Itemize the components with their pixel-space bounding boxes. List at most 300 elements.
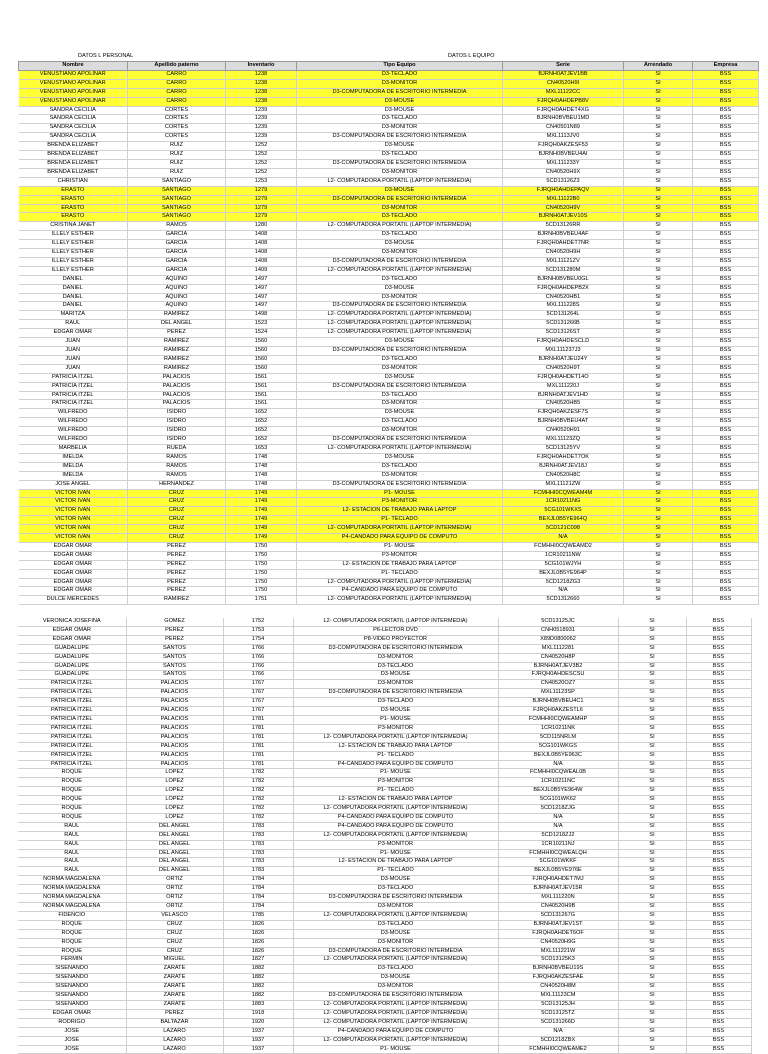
cell-tipo-equipo: D3-MOUSE (297, 284, 503, 293)
table-row (19, 542, 759, 551)
cell-inventario: 1409 (226, 266, 297, 275)
cell-serie: 5CD13125TZ (498, 1009, 618, 1018)
cell-serie: 5CD1312660 (503, 596, 624, 605)
cell-inventario: 1766 (223, 644, 293, 653)
cell-serie: 5CD121C098 (503, 525, 624, 534)
cell-apellido: CARRO (128, 97, 226, 106)
cell-serie: MXL111233Y (503, 159, 624, 168)
cell-inventario: 1783 (223, 867, 293, 876)
cell-tipo-equipo: L2- COMPUTADORA PORTATIL (LAPTOP INTERMEDIA) (293, 1018, 498, 1027)
cell-nombre: DANIEL (19, 275, 128, 284)
cell-serie: FCMHHI0CQWEAMHP (498, 715, 618, 724)
cell-nombre: DANIEL (19, 284, 128, 293)
cell-arrendado: SI (624, 596, 693, 605)
cell-serie: MXL111220J (503, 382, 624, 391)
table-row (19, 106, 759, 115)
cell-inventario: 1238 (226, 79, 297, 88)
cell-arrendado: SI (624, 249, 693, 258)
cell-inventario: 1408 (226, 240, 297, 249)
cell-arrendado: SI (618, 626, 686, 635)
cell-tipo-equipo: D3-TECLADO (293, 698, 498, 707)
cell-empresa: BSS (686, 715, 751, 724)
cell-serie: CN40520OZ7 (498, 680, 618, 689)
table-row (19, 489, 759, 498)
cell-serie: MXL1113JV0 (503, 133, 624, 142)
cell-empresa: BSS (686, 1036, 751, 1045)
cell-empresa: BSS (693, 436, 759, 445)
cell-arrendado: SI (618, 778, 686, 787)
cell-tipo-equipo: D3-TECLADO (297, 151, 503, 160)
table-row (18, 929, 751, 938)
table-row (18, 974, 751, 983)
cell-tipo-equipo: P4-CANDADO PARA EQUIPO DE COMPUTO (293, 1027, 498, 1036)
cell-empresa: BSS (693, 364, 759, 373)
cell-tipo-equipo: D3-TECLADO (293, 885, 498, 894)
cell-tipo-equipo: D3-COMPUTADORA DE ESCRITORIO INTERMEDIA (293, 992, 498, 1001)
cell-serie: 5CD131266B (503, 320, 624, 329)
cell-apellido: RAMOS (128, 462, 226, 471)
cell-nombre: SANDRA CECILIA (19, 133, 128, 142)
cell-serie: CN40520H9B (498, 903, 618, 912)
cell-empresa: BSS (693, 444, 759, 453)
cell-inventario: 1239 (226, 133, 297, 142)
cell-apellido: ZARATE (126, 992, 223, 1001)
table-row (19, 596, 759, 605)
cell-empresa: BSS (686, 626, 751, 635)
cell-serie: CN40520H9G (498, 938, 618, 947)
table-row (19, 88, 759, 97)
cell-inventario: 1749 (226, 498, 297, 507)
cell-apellido: ORTIZ (126, 876, 223, 885)
cell-nombre: EDGAR OMAR (19, 329, 128, 338)
cell-apellido: RAMIREZ (128, 596, 226, 605)
cell-apellido: CARRO (128, 79, 226, 88)
table-row (19, 355, 759, 364)
cell-tipo-equipo: D3-TECLADO (297, 213, 503, 222)
cell-apellido: CRUZ (126, 947, 223, 956)
cell-nombre: WILFREDO (19, 427, 128, 436)
cell-apellido: CORTES (128, 124, 226, 133)
cell-tipo-equipo: D3-TECLADO (293, 662, 498, 671)
inventory-sheet-top (18, 52, 751, 605)
cell-serie: CN40520H9V (503, 204, 624, 213)
table-row (18, 653, 751, 662)
cell-nombre: BRENDA ELIZABET (19, 151, 128, 160)
cell-tipo-equipo: P3-MONITOR (293, 724, 498, 733)
cell-arrendado: SI (618, 831, 686, 840)
table-row (18, 760, 751, 769)
cell-inventario: 1767 (223, 707, 293, 716)
cell-arrendado: SI (624, 222, 693, 231)
cell-apellido: PALACIOS (126, 724, 223, 733)
cell-nombre: VENUSTIANO APOLINAR (19, 97, 128, 106)
cell-tipo-equipo: D3-MOUSE (297, 142, 503, 151)
table-body (19, 70, 759, 604)
cell-inventario: 1497 (226, 275, 297, 284)
cell-empresa: BSS (686, 992, 751, 1001)
cell-inventario: 1883 (223, 1000, 293, 1009)
cell-tipo-equipo: P1- MOUSE (297, 489, 503, 498)
cell-nombre: ERASTO (19, 204, 128, 213)
cell-nombre: SANDRA CECILIA (19, 124, 128, 133)
cell-nombre: ROQUE (18, 938, 126, 947)
cell-arrendado: SI (624, 79, 693, 88)
cell-empresa: BSS (686, 742, 751, 751)
cell-arrendado: SI (624, 320, 693, 329)
cell-tipo-equipo: D3-MOUSE (297, 373, 503, 382)
cell-inventario: 1754 (223, 635, 293, 644)
cell-empresa: BSS (686, 680, 751, 689)
cell-tipo-equipo: L2- ESTACION DE TRABAJO PARA LAPTOP (297, 507, 503, 516)
cell-nombre: EDGAR OMAR (19, 551, 128, 560)
cell-serie: BJRNH0BVBEU4AT (503, 418, 624, 427)
cell-inventario: 1652 (226, 409, 297, 418)
cell-apellido: LAZARO (126, 1036, 223, 1045)
cell-serie: FCMHHI0CQWEAL0B (498, 769, 618, 778)
cell-nombre: PATRICIA ITZEL (18, 680, 126, 689)
cell-nombre: VICTOR IVAN (19, 525, 128, 534)
cell-nombre: ROQUE (18, 920, 126, 929)
table-row (19, 302, 759, 311)
table-row (19, 320, 759, 329)
cell-arrendado: SI (624, 204, 693, 213)
cell-serie: BEXJL0B5YE963C (498, 751, 618, 760)
cell-empresa: BSS (693, 257, 759, 266)
cell-serie: 5CD13126ST (503, 329, 624, 338)
cell-nombre: NORMA MAGDALENA (18, 894, 126, 903)
cell-tipo-equipo: L2- COMPUTADORA PORTATIL (LAPTOP INTERMEDIA) (297, 311, 503, 320)
table-row (19, 338, 759, 347)
table-row (18, 724, 751, 733)
cell-arrendado: SI (624, 471, 693, 480)
cell-apellido: SANTIAGO (128, 204, 226, 213)
cell-serie: MXL111237J3 (503, 347, 624, 356)
cell-arrendado: SI (618, 992, 686, 1001)
cell-nombre: VENUSTIANO APOLINAR (19, 70, 128, 79)
table-row (18, 769, 751, 778)
cell-nombre: JOSE ANGEL (19, 480, 128, 489)
header-nombre: Nombre (19, 62, 128, 71)
cell-inventario: 1918 (223, 1009, 293, 1018)
cell-inventario: 1882 (223, 974, 293, 983)
table-row (19, 195, 759, 204)
table-row (19, 569, 759, 578)
cell-empresa: BSS (686, 903, 751, 912)
cell-nombre: ROQUE (18, 787, 126, 796)
cell-nombre: WILFREDO (19, 418, 128, 427)
cell-arrendado: SI (624, 151, 693, 160)
cell-inventario: 1767 (223, 689, 293, 698)
cell-arrendado: SI (624, 534, 693, 543)
cell-inventario: 1750 (226, 551, 297, 560)
cell-tipo-equipo: D3-MOUSE (293, 929, 498, 938)
cell-inventario: 1751 (226, 596, 297, 605)
cell-serie: CN40501N89 (503, 124, 624, 133)
cell-nombre: NORMA MAGDALENA (18, 903, 126, 912)
table-row (18, 733, 751, 742)
cell-empresa: BSS (693, 382, 759, 391)
cell-nombre: EDGAR OMAR (19, 542, 128, 551)
cell-nombre: ROQUE (18, 769, 126, 778)
table-row (19, 213, 759, 222)
cell-empresa: BSS (693, 596, 759, 605)
cell-nombre: ERASTO (19, 213, 128, 222)
cell-nombre: BRENDA ELIZABET (19, 159, 128, 168)
cell-tipo-equipo: L2- COMPUTADORA PORTATIL (LAPTOP INTERMEDIA) (297, 578, 503, 587)
cell-serie: FCMHHI0CQWEALQH (498, 849, 618, 858)
cell-tipo-equipo: D3-TECLADO (297, 115, 503, 124)
cell-serie: BJRNH0ATJEV1BB (503, 70, 624, 79)
table-row (19, 257, 759, 266)
cell-empresa: BSS (693, 133, 759, 142)
cell-empresa: BSS (686, 698, 751, 707)
cell-arrendado: SI (618, 813, 686, 822)
cell-arrendado: SI (624, 231, 693, 240)
cell-inventario: 1408 (226, 231, 297, 240)
cell-empresa: BSS (693, 551, 759, 560)
cell-tipo-equipo: D3-TECLADO (297, 275, 503, 284)
table-row (18, 840, 751, 849)
table-row (19, 249, 759, 258)
cell-tipo-equipo: P3-MONITOR (297, 498, 503, 507)
cell-empresa: BSS (693, 338, 759, 347)
cell-nombre: IMELDA (19, 471, 128, 480)
cell-nombre: SANDRA CECILIA (19, 106, 128, 115)
cell-empresa: BSS (686, 885, 751, 894)
cell-apellido: RAMIREZ (128, 347, 226, 356)
cell-nombre: BRENDA ELIZABET (19, 142, 128, 151)
cell-nombre: PATRICIA ITZEL (19, 382, 128, 391)
cell-apellido: DEL ANGEL (126, 822, 223, 831)
cell-serie: CN40520H9I (503, 79, 624, 88)
cell-nombre: RODRIGO (18, 1018, 126, 1027)
cell-arrendado: SI (624, 551, 693, 560)
cell-apellido: PALACIOS (128, 400, 226, 409)
cell-apellido: GARCIA (128, 266, 226, 275)
cell-arrendado: SI (624, 115, 693, 124)
cell-arrendado: SI (618, 1045, 686, 1054)
cell-empresa: BSS (686, 1000, 751, 1009)
cell-apellido: AQUINO (128, 293, 226, 302)
cell-empresa: BSS (693, 88, 759, 97)
cell-empresa: BSS (693, 186, 759, 195)
cell-nombre: DULCE MERCEDES (19, 596, 128, 605)
cell-nombre: JUAN (19, 364, 128, 373)
cell-arrendado: SI (624, 311, 693, 320)
cell-empresa: BSS (686, 956, 751, 965)
cell-nombre: JOSE (18, 1036, 126, 1045)
cell-serie: FJRQH0AHDET7NR (503, 240, 624, 249)
cell-empresa: BSS (693, 79, 759, 88)
cell-arrendado: SI (624, 516, 693, 525)
cell-arrendado: SI (618, 1009, 686, 1018)
table-row (19, 159, 759, 168)
cell-arrendado: SI (624, 284, 693, 293)
cell-apellido: PALACIOS (126, 742, 223, 751)
cell-nombre: ROQUE (18, 778, 126, 787)
table-row (18, 813, 751, 822)
cell-tipo-equipo: D3-COMPUTADORA DE ESCRITORIO INTERMEDIA (293, 644, 498, 653)
cell-arrendado: SI (624, 382, 693, 391)
table-row (18, 992, 751, 1001)
cell-arrendado: SI (618, 1018, 686, 1027)
table-row (19, 418, 759, 427)
cell-apellido: CRUZ (128, 534, 226, 543)
cell-tipo-equipo: P1- MOUSE (293, 1045, 498, 1054)
cell-apellido: CRUZ (128, 498, 226, 507)
cell-nombre: ERASTO (19, 195, 128, 204)
cell-serie: FJRQH0AKZESTL6 (498, 707, 618, 716)
table-row (19, 266, 759, 275)
cell-tipo-equipo: P3-MONITOR (293, 840, 498, 849)
cell-apellido: RAMIREZ (128, 355, 226, 364)
cell-empresa: BSS (693, 471, 759, 480)
cell-empresa: BSS (686, 849, 751, 858)
cell-empresa: BSS (686, 787, 751, 796)
cell-serie: BJRNH0BVBEU4AI (503, 151, 624, 160)
cell-serie: MXL111221W (498, 947, 618, 956)
cell-nombre: RAUL (18, 822, 126, 831)
cell-empresa: BSS (686, 689, 751, 698)
cell-arrendado: SI (624, 498, 693, 507)
cell-apellido: PALACIOS (126, 715, 223, 724)
cell-empresa: BSS (693, 498, 759, 507)
cell-apellido: CRUZ (126, 938, 223, 947)
cell-inventario: 1279 (226, 195, 297, 204)
cell-inventario: 1253 (226, 177, 297, 186)
cell-arrendado: SI (624, 257, 693, 266)
table-row (19, 391, 759, 400)
cell-apellido: DEL ANGEL (126, 867, 223, 876)
table-row (18, 689, 751, 698)
cell-inventario: 1252 (226, 168, 297, 177)
cell-nombre: WILFREDO (19, 436, 128, 445)
cell-serie: MXL111220N (498, 894, 618, 903)
cell-nombre: VICTOR IVAN (19, 489, 128, 498)
cell-tipo-equipo: D3-MOUSE (297, 453, 503, 462)
cell-arrendado: SI (618, 653, 686, 662)
cell-apellido: PALACIOS (128, 382, 226, 391)
cell-tipo-equipo: L2- COMPUTADORA PORTATIL (LAPTOP INTERMEDIA) (293, 1009, 498, 1018)
cell-empresa: BSS (693, 489, 759, 498)
cell-inventario: 1252 (226, 151, 297, 160)
cell-inventario: 1781 (223, 724, 293, 733)
cell-tipo-equipo: L2- ESTACION DE TRABAJO PARA LAPTOP (297, 560, 503, 569)
cell-empresa: BSS (693, 115, 759, 124)
cell-arrendado: SI (618, 671, 686, 680)
cell-empresa: BSS (686, 822, 751, 831)
cell-inventario: 1561 (226, 400, 297, 409)
cell-arrendado: SI (624, 266, 693, 275)
inventory-table-top (18, 61, 759, 605)
cell-tipo-equipo: P1- TECLADO (293, 867, 498, 876)
cell-tipo-equipo: D3-MOUSE (297, 409, 503, 418)
cell-apellido: CARRO (128, 70, 226, 79)
cell-empresa: BSS (686, 769, 751, 778)
cell-empresa: BSS (686, 644, 751, 653)
cell-nombre: JUAN (19, 347, 128, 356)
cell-empresa: BSS (693, 427, 759, 436)
cell-arrendado: SI (618, 840, 686, 849)
cell-serie: 1CR10211NJ (498, 840, 618, 849)
cell-tipo-equipo: D3-COMPUTADORA DE ESCRITORIO INTERMEDIA (297, 347, 503, 356)
cell-arrendado: SI (624, 489, 693, 498)
cell-empresa: BSS (686, 796, 751, 805)
header-serie: Serie (503, 62, 624, 71)
cell-empresa: BSS (686, 813, 751, 822)
cell-nombre: GUADALUPE (18, 644, 126, 653)
table-row (18, 715, 751, 724)
cell-tipo-equipo: D3-COMPUTADORA DE ESCRITORIO INTERMEDIA (293, 689, 498, 698)
cell-nombre: EDGAR OMAR (18, 635, 126, 644)
cell-empresa: BSS (693, 560, 759, 569)
cell-nombre: SISENANDO (18, 1000, 126, 1009)
cell-tipo-equipo: L2- COMPUTADORA PORTATIL (LAPTOP INTERMEDIA) (297, 444, 503, 453)
cell-apellido: ISIDRO (128, 427, 226, 436)
cell-arrendado: SI (618, 974, 686, 983)
cell-serie: CN40520H91 (503, 427, 624, 436)
cell-tipo-equipo: D3-MONITOR (297, 124, 503, 133)
table-row (19, 480, 759, 489)
cell-inventario: 1783 (223, 840, 293, 849)
cell-empresa: BSS (686, 894, 751, 903)
cell-nombre: CHRISTIAN (19, 177, 128, 186)
cell-apellido: CRUZ (128, 489, 226, 498)
cell-nombre: SISENANDO (18, 983, 126, 992)
cell-serie: BJRNH0BVBEU19S (498, 965, 618, 974)
cell-nombre: PATRICIA ITZEL (18, 707, 126, 716)
cell-apellido: GARCIA (128, 249, 226, 258)
cell-empresa: BSS (686, 724, 751, 733)
cell-apellido: GARCIA (128, 231, 226, 240)
table-row (18, 956, 751, 965)
cell-empresa: BSS (693, 311, 759, 320)
cell-apellido: RUEDA (128, 444, 226, 453)
table-row (19, 311, 759, 320)
cell-apellido: BALTAZAR (126, 1018, 223, 1027)
cell-apellido: PEREZ (126, 635, 223, 644)
cell-apellido: SANTIAGO (128, 177, 226, 186)
cell-inventario: 1561 (226, 373, 297, 382)
cell-inventario: 1750 (226, 542, 297, 551)
cell-inventario: 1280 (226, 222, 297, 231)
cell-arrendado: SI (618, 733, 686, 742)
cell-tipo-equipo: L2- COMPUTADORA PORTATIL (LAPTOP INTERMEDIA) (297, 596, 503, 605)
table-row (18, 1018, 751, 1027)
cell-nombre: ROQUE (18, 929, 126, 938)
cell-empresa: BSS (686, 965, 751, 974)
cell-tipo-equipo: L2- COMPUTADORA PORTATIL (LAPTOP INTERMEDIA) (293, 618, 498, 626)
cell-inventario: 1748 (226, 453, 297, 462)
table-row (18, 671, 751, 680)
cell-serie: FJRQH0AHDET6OF (498, 929, 618, 938)
table-row (19, 329, 759, 338)
cell-apellido: PALACIOS (128, 391, 226, 400)
cell-empresa: BSS (693, 462, 759, 471)
cell-serie: CN40520H8M (498, 983, 618, 992)
table-row (18, 911, 751, 920)
table-row (19, 551, 759, 560)
cell-empresa: BSS (686, 840, 751, 849)
cell-empresa: BSS (686, 858, 751, 867)
cell-serie: BJRNH0ATJEV1ST (498, 920, 618, 929)
cell-arrendado: SI (624, 436, 693, 445)
cell-arrendado: SI (624, 427, 693, 436)
cell-tipo-equipo: P1- MOUSE (293, 715, 498, 724)
cell-nombre: EDGAR OMAR (18, 626, 126, 635)
cell-apellido: RAMOS (128, 471, 226, 480)
table-row (19, 231, 759, 240)
